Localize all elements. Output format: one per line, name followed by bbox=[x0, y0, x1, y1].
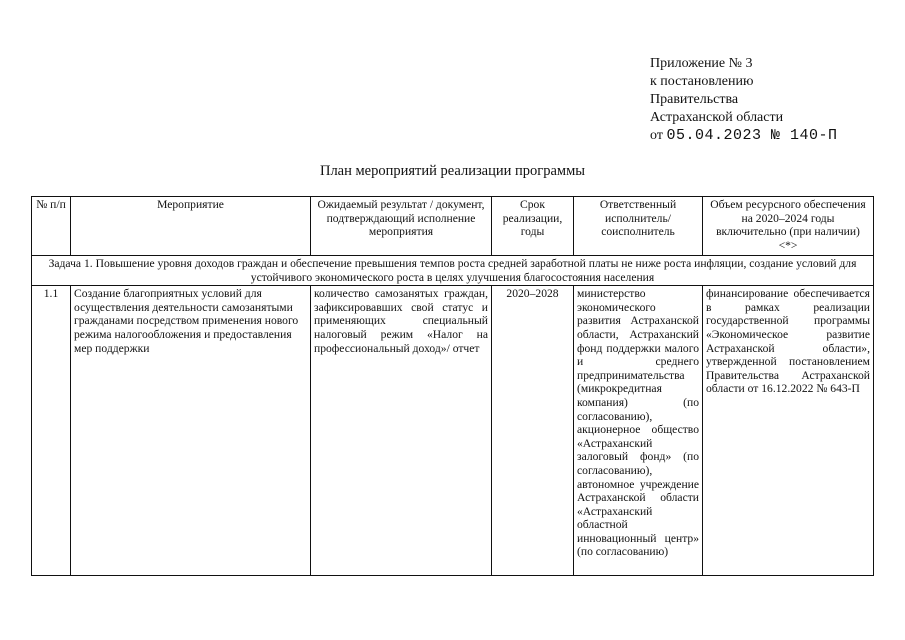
header-num: № п/п bbox=[32, 197, 71, 256]
row-result: количество самозанятых граждан, зафиксировавших свой статус и применяющих специальный налоговый режим «Налог на профессиональный доход»/ отчет bbox=[311, 286, 492, 576]
row-num: 1.1 bbox=[32, 286, 71, 576]
row-resources: финансирование обеспечивается в рамках реализации государственной программы «Экономическое развитие Астраханской области», утвержденной постановлением Правительства Астраханской области от 16.12.2022 № 643-П bbox=[703, 286, 874, 576]
header-result: Ожидаемый результат / документ, подтверждающий исполнение мероприятия bbox=[311, 197, 492, 256]
header-term: Срок реализации, годы bbox=[492, 197, 574, 256]
plan-table bbox=[31, 196, 874, 576]
approval-block bbox=[650, 55, 890, 145]
approval-line-resolution: к постановлению bbox=[650, 74, 754, 89]
header-responsible: Ответственный исполнитель/соисполнитель bbox=[574, 197, 703, 256]
table-header-row bbox=[32, 197, 874, 256]
row-event: Создание благоприятных условий для осуществления деятельности самозанятыми гражданами посредством применения нового режима налогообложения и предоставления мер поддержки bbox=[71, 286, 311, 576]
header-resources: Объем ресурсного обеспечения на 2020–2024 годы включительно (при наличии) <*> bbox=[703, 197, 874, 256]
header-event: Мероприятие bbox=[71, 197, 311, 256]
approval-date-number: 05.04.2023 № 140-П bbox=[666, 127, 838, 144]
row-responsible: министерство экономического развития Астраханской области, Астраханский фонд поддержки малого и среднего предпринимательства (микрокредитная компания) (по согласованию), акционерное общество «Астраханский залоговый фонд» (по согласованию), автономное учреждение Астраханской области «Астраханский областной инновационный центр» (по согласованию) bbox=[574, 286, 703, 576]
approval-line-region: Астраханской области bbox=[650, 110, 784, 125]
document-title: План мероприятий реализации программы bbox=[319, 163, 586, 179]
approval-date-line bbox=[650, 127, 890, 145]
task-row bbox=[32, 256, 874, 286]
row-term: 2020–2028 bbox=[492, 286, 574, 576]
task-text: Задача 1. Повышение уровня доходов граждан и обеспечение превышения темпов роста средней заработной платы не ниже роста инфляции, создание условий для устойчивого экономического роста в целях улучшения благосостояния населения bbox=[32, 256, 874, 286]
approval-line-government: Правительства bbox=[650, 92, 739, 107]
table-row bbox=[32, 286, 874, 576]
approval-line-appendix: Приложение № 3 bbox=[650, 56, 753, 71]
approval-date-prefix: от bbox=[650, 128, 663, 143]
